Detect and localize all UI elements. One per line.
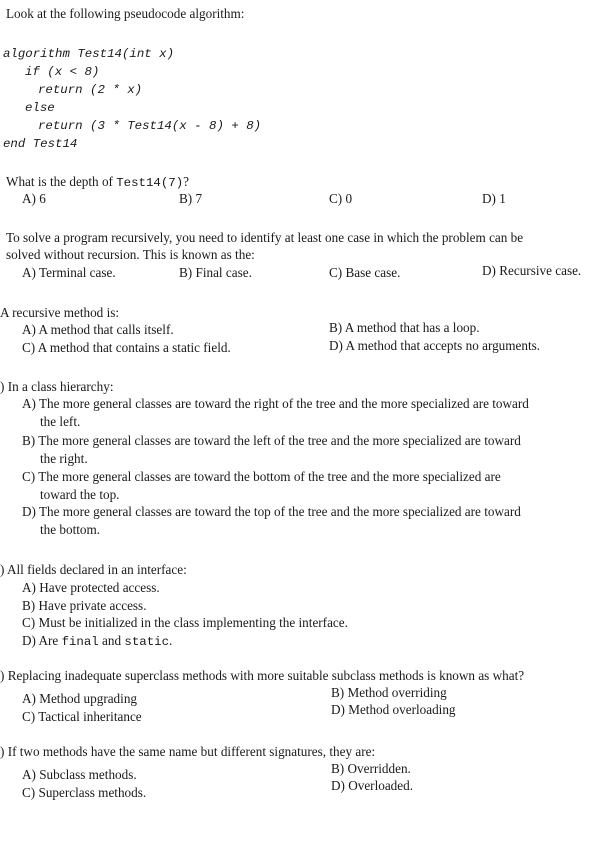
code-line-3: return (2 * x) bbox=[38, 83, 143, 97]
q2-choice-a[interactable]: A) Terminal case. bbox=[22, 265, 116, 280]
question-4-stem: ) In a class hierarchy: bbox=[0, 379, 114, 394]
q1-choice-c[interactable]: C) 0 bbox=[329, 191, 353, 206]
q3-choice-a[interactable]: A) A method that calls itself. bbox=[22, 322, 174, 337]
q7-choice-d[interactable]: D) Overloaded. bbox=[331, 778, 414, 793]
q2-choice-b[interactable]: B) Final case. bbox=[179, 265, 252, 280]
question-3-stem: A recursive method is: bbox=[0, 305, 120, 320]
q5-choice-d[interactable]: D) Are final and static. bbox=[22, 633, 173, 649]
q4-choice-d-line-1: D) The more general classes are toward the top of the tree and the more specialized are toward bbox=[22, 504, 521, 519]
q1-choice-b[interactable]: B) 7 bbox=[179, 191, 203, 206]
q1-choice-a[interactable]: A) 6 bbox=[22, 191, 46, 206]
q6-choice-a[interactable]: A) Method upgrading bbox=[22, 691, 138, 706]
q7-choice-a[interactable]: A) Subclass methods. bbox=[22, 767, 137, 782]
q2-choice-d[interactable]: D) Recursive case. bbox=[482, 263, 582, 278]
q3-choice-b[interactable]: B) A method that has a loop. bbox=[329, 320, 480, 335]
q6-choice-b[interactable]: B) Method overriding bbox=[331, 685, 447, 700]
q3-choice-d[interactable]: D) A method that accepts no arguments. bbox=[329, 338, 541, 353]
q4-choice-c-line-2: toward the top. bbox=[40, 487, 120, 502]
q5-choice-c[interactable]: C) Must be initialized in the class implementing the interface. bbox=[22, 615, 348, 630]
question-6-stem: ) Replacing inadequate superclass methods with more suitable subclass methods is known as what? bbox=[0, 668, 525, 683]
code-line-1: algorithm Test14(int x) bbox=[3, 47, 175, 61]
q6-choice-d[interactable]: D) Method overloading bbox=[331, 702, 456, 717]
q4-choice-b-line-1: B) The more general classes are toward the left of the tree and the more specialized are toward bbox=[22, 433, 521, 448]
q6-choice-c[interactable]: C) Tactical inheritance bbox=[22, 709, 142, 724]
q4-choice-d-line-2: the bottom. bbox=[40, 522, 101, 537]
q3-choice-c[interactable]: C) A method that contains a static field. bbox=[22, 340, 231, 355]
q4-choice-a-line-2: the left. bbox=[40, 414, 81, 429]
q4-choice-c-line-1: C) The more general classes are toward the bottom of the tree and the more specialized are bbox=[22, 469, 501, 484]
q7-choice-c[interactable]: C) Superclass methods. bbox=[22, 785, 147, 800]
question-2-stem-line-1: To solve a program recursively, you need to identify at least one case in which the problem can be bbox=[6, 230, 524, 245]
q4-choice-a-line-1: A) The more general classes are toward the right of the tree and the more specialized are toward bbox=[22, 396, 529, 411]
code-line-2: if (x < 8) bbox=[25, 65, 100, 79]
question-5-stem: ) All fields declared in an interface: bbox=[0, 562, 187, 577]
code-line-6: end Test14 bbox=[3, 137, 78, 151]
code-line-4: else bbox=[25, 101, 55, 115]
intro-text: Look at the following pseudocode algorithm: bbox=[6, 6, 245, 21]
q5-choice-b[interactable]: B) Have private access. bbox=[22, 598, 147, 613]
q4-choice-b-line-2: the right. bbox=[40, 451, 88, 466]
code-inline: static bbox=[124, 635, 170, 649]
q7-choice-b[interactable]: B) Overridden. bbox=[331, 761, 411, 776]
code-line-5: return (3 * Test14(x - 8) + 8) bbox=[38, 119, 262, 133]
question-2-stem-line-2: solved without recursion. This is known as the: bbox=[6, 247, 255, 262]
question-1-stem: What is the depth of Test14(7)? bbox=[6, 174, 190, 190]
code-inline: Test14(7) bbox=[116, 176, 184, 190]
q5-choice-a[interactable]: A) Have protected access. bbox=[22, 580, 160, 595]
question-7-stem: ) If two methods have the same name but different signatures, they are: bbox=[0, 744, 376, 759]
code-inline: final bbox=[61, 635, 99, 649]
q2-choice-c[interactable]: C) Base case. bbox=[329, 265, 401, 280]
q1-choice-d[interactable]: D) 1 bbox=[482, 191, 506, 206]
